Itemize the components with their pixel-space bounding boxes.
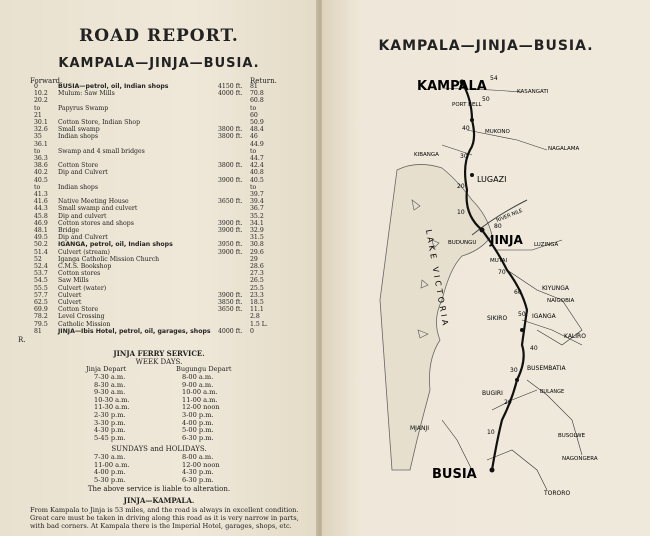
svg-text:40: 40 (530, 345, 538, 352)
label-port-bell: PORT BELL (452, 102, 482, 108)
row-forward-km: 69.9 (34, 306, 48, 314)
forward-column-header: Forward. (30, 77, 63, 85)
row-forward-km: to (34, 147, 41, 155)
row-forward-km: to (34, 183, 41, 191)
row-description: Culvert (water) (58, 284, 107, 292)
svg-text:60: 60 (514, 289, 522, 296)
row-return-km: 11.1 (250, 306, 264, 314)
route-map (322, 0, 650, 536)
bugungu-depart-time: 6-30 p.m. (182, 433, 214, 442)
row-forward-km: 38.6 (34, 162, 48, 170)
jinja-depart-time: 5-30 p.m. (94, 475, 126, 484)
row-return-km: 81 (250, 83, 258, 90)
row-description: BUSIA—petrol, oil, Indian shops (58, 83, 169, 90)
jinja-kampala-title: JINJA—KAMPALA. (123, 496, 195, 505)
row-description: IGANGA, petrol, oil, Indian shops (58, 241, 173, 249)
row-elevation: 3900 ft. (218, 291, 243, 299)
row-elevation: 3800 ft. (218, 162, 243, 170)
row-elevation: 3650 ft. (218, 306, 243, 314)
label-kiyunga: KIYUNGA (542, 285, 570, 292)
row-forward-km: 45.8 (34, 212, 48, 220)
jinja-depart-time: 3-30 p.m. (94, 418, 126, 427)
report-title: ROAD REPORT. (79, 26, 239, 46)
jinja-depart-time: 7-30 a.m. (94, 373, 126, 381)
row-return-km: 27.3 (250, 270, 264, 278)
svg-text:20: 20 (504, 399, 512, 406)
row-return-km: 35.2 (250, 212, 264, 220)
jinja-depart-time: 10-30 a.m. (94, 395, 130, 404)
label-busembatia: BUSEMBATIA (527, 365, 566, 372)
report-row (0, 206, 318, 213)
jinja-depart-time: 2-30 p.m. (94, 411, 126, 419)
row-return-km: 34.1 (250, 219, 264, 227)
label-mjanji: MJANJI (410, 425, 429, 432)
label-lugazi: LUGAZI (477, 175, 507, 184)
road-report-page (0, 0, 318, 536)
row-forward-km: 54.5 (34, 277, 48, 285)
row-elevation: 4150 ft. (218, 83, 243, 90)
label-mutai: MUTAI (490, 258, 508, 264)
row-return-km: to (250, 183, 257, 191)
bugungu-depart-time: 12-00 noon (182, 403, 220, 412)
row-return-km: 44.9 (250, 140, 264, 148)
label-kibanga: KIBANGA (414, 152, 439, 158)
row-description: Swamp and 4 small bridges (58, 147, 145, 155)
row-forward-km: 52 (34, 255, 42, 263)
label-river-nile: RIVER NILE (495, 207, 524, 224)
jinja-depart-time: 11-30 a.m. (94, 403, 130, 412)
bugungu-depart-time: 11-00 a.m. (182, 395, 218, 404)
row-forward-km: 40.2 (34, 169, 48, 177)
report-route: KAMPALA—JINJA—BUSIA. (58, 56, 260, 71)
row-description: Iganga Catholic Mission Church (58, 255, 160, 263)
jinja-depart-time: 9-30 a.m. (94, 388, 126, 397)
row-return-km: 29 (250, 255, 258, 263)
svg-text:80: 80 (494, 223, 502, 230)
row-forward-km: 51.4 (34, 248, 48, 256)
jinja-depart-header: Jinja Depart (86, 365, 127, 373)
row-description: Native Meeting House (58, 198, 129, 206)
row-return-km: to (250, 147, 257, 155)
svg-text:30: 30 (460, 153, 468, 160)
row-forward-km: 41.6 (34, 198, 48, 206)
label-budungu: BUDUNGU (448, 240, 477, 246)
row-return-km: 39.4 (250, 198, 264, 206)
label-nagongera: NAGONGERA (562, 456, 598, 462)
row-return-km: 60.8 (250, 97, 264, 105)
label-jinja: JINJA (490, 233, 523, 247)
row-return-km: 29.6 (250, 248, 264, 256)
row-elevation: 4000 ft. (218, 327, 243, 335)
bugungu-depart-time: 4-00 p.m. (182, 418, 214, 427)
row-return-km: 32.9 (250, 227, 264, 234)
place-markers (460, 80, 525, 473)
label-busia: BUSIA (432, 467, 477, 482)
lake-shoreline (380, 164, 492, 470)
row-elevation: 4000 ft. (218, 90, 243, 98)
row-forward-km: 0 (34, 83, 38, 90)
label-sikiro: SIKIRO (487, 315, 508, 322)
bugungu-depart-time: 4-30 p.m. (182, 468, 214, 477)
row-return-km: 30.8 (250, 241, 264, 249)
label-iganga: IGANGA (532, 313, 556, 320)
row-return-km: 46 (250, 133, 258, 141)
row-return-km: 36.7 (250, 205, 264, 213)
bugungu-depart-time: 3-00 p.m. (182, 411, 214, 419)
bugungu-depart-time: 10-00 a.m. (182, 388, 218, 397)
row-description: Dip and culvert (58, 212, 107, 220)
row-description: Dip and Culvert (58, 169, 108, 177)
row-forward-km: 55.5 (34, 284, 48, 292)
row-description: JINJA—Ibis Hotel, petrol, oil, garages, shops (58, 327, 211, 335)
bugungu-depart-time: 12-00 noon (182, 460, 220, 469)
report-row (0, 98, 318, 105)
svg-text:10: 10 (487, 429, 495, 436)
label-busolwe: BUSOLWE (558, 433, 586, 439)
report-row (0, 178, 318, 185)
row-forward-km: 79.5 (34, 320, 48, 328)
report-row (0, 142, 318, 149)
row-description: Culvert (58, 299, 82, 306)
label-kaliro: KALIRO (564, 333, 586, 340)
alteration-note: The above service is liable to alteration. (87, 485, 231, 493)
row-return-km: 39.7 (250, 191, 264, 198)
row-forward-km: to (34, 104, 41, 112)
row-return-km: 2.8 (250, 313, 260, 321)
label-naigobia: NAIGOBIA (547, 298, 575, 304)
row-forward-km: 10.2 (34, 90, 48, 98)
row-return-km: 42.4 (250, 162, 264, 170)
row-description: Cotton stores (58, 270, 101, 278)
row-return-km: 28.6 (250, 263, 264, 270)
report-row (0, 170, 318, 177)
row-description: Small swamp (58, 126, 100, 134)
row-description: C.M.S. Bookshop (58, 263, 112, 270)
jinja-depart-time: 4-00 p.m. (94, 468, 126, 477)
row-description: Cotton Store (58, 306, 99, 314)
label-tororo: TORORO (544, 490, 571, 497)
row-return-km: to (250, 104, 257, 112)
row-return-km: 70.8 (250, 90, 264, 98)
row-description: Level Crossing (58, 313, 105, 321)
row-return-km: 1.5 L. (250, 320, 268, 328)
side-mark-r: R. (18, 336, 26, 344)
return-column-header: Return. (250, 77, 277, 85)
row-description: Indian shops (58, 133, 99, 141)
svg-text:30: 30 (510, 367, 518, 374)
bugungu-depart-time: 8-00 a.m. (182, 453, 214, 461)
row-return-km: 60 (250, 111, 258, 119)
svg-text:10: 10 (457, 209, 465, 216)
row-forward-km: 53.7 (34, 270, 48, 278)
sundays-label: SUNDAYS and HOLIDAYS. (111, 445, 207, 453)
row-elevation: 3850 ft. (218, 299, 243, 306)
row-return-km: 48.4 (250, 126, 264, 134)
row-return-km: 40.8 (250, 169, 264, 177)
row-forward-km: 20.2 (34, 97, 48, 105)
map-title: KAMPALA—JINJA—BUSIA. (378, 38, 594, 54)
row-return-km: 40.5 (250, 176, 264, 184)
svg-text:20: 20 (457, 183, 465, 190)
row-elevation: 3900 ft. (218, 227, 243, 234)
row-description: Saw Mills (58, 277, 89, 285)
ferry-title: JINJA FERRY SERVICE. (113, 349, 205, 358)
jinja-depart-time: 8-30 a.m. (94, 380, 126, 389)
row-forward-km: 36.1 (34, 140, 48, 148)
label-bugiri: BUGIRI (482, 390, 503, 397)
row-return-km: 44.7 (250, 155, 264, 162)
jinja-depart-time: 4-30 p.m. (94, 426, 126, 435)
row-description: Culvert (58, 291, 82, 299)
report-row (0, 250, 318, 257)
report-row (0, 127, 318, 134)
label-nagalama: NAGALAMA (548, 146, 580, 152)
jinja-kampala-text: From Kampala to Jinja is 53 miles, and the road is always in excellent condition. Great care must be taken in driving along this road as it is very narrow in parts, with bad corners. At Kampala there is the Imperial Hotel, garages, shops, etc. (30, 506, 299, 530)
bugungu-depart-time: 9-00 a.m. (182, 380, 214, 389)
row-forward-km: 52.4 (34, 263, 48, 270)
report-row (0, 329, 318, 336)
label-lake-victoria: LAKE VICTORIA (424, 228, 451, 329)
row-forward-km: 35 (34, 133, 42, 141)
bugungu-depart-time: 5-00 p.m. (182, 426, 214, 435)
row-forward-km: 50.2 (34, 241, 48, 249)
row-description: Cotton stores and shops (58, 219, 134, 227)
row-forward-km: 46.9 (34, 219, 48, 227)
row-forward-km: 78.2 (34, 313, 48, 321)
svg-text:70: 70 (498, 269, 506, 276)
row-forward-km: 21 (34, 111, 42, 119)
svg-text:54: 54 (490, 75, 498, 82)
row-description: Papyrus Swamp (58, 104, 109, 112)
jinja-depart-time: 11-00 a.m. (94, 460, 130, 469)
row-forward-km: 44.3 (34, 205, 48, 213)
row-description: Small swamp and culvert (58, 205, 138, 213)
row-elevation: 3900 ft. (218, 219, 243, 227)
bugungu-depart-time: 8-00 a.m. (182, 373, 214, 381)
row-return-km: 26.5 (250, 277, 264, 285)
row-description: Catholic Mission (58, 320, 111, 328)
row-forward-km: 49.5 (34, 234, 48, 242)
row-return-km: 18.5 (250, 299, 264, 306)
row-elevation: 3950 ft. (218, 241, 243, 249)
label-bulange: BULANGE (540, 389, 565, 395)
row-elevation: 3800 ft. (218, 126, 243, 134)
report-row (0, 134, 318, 141)
row-forward-km: 48.1 (34, 227, 48, 234)
row-elevation: 3900 ft. (218, 248, 243, 256)
label-luzinga: LUZINGA (534, 242, 559, 248)
row-forward-km: 32.6 (34, 126, 48, 134)
route-map-page (322, 0, 650, 536)
row-return-km: 25.5 (250, 284, 264, 292)
row-elevation: 3900 ft. (218, 176, 243, 184)
week-days-label: WEEK DAYS. (135, 358, 183, 366)
row-forward-km: 36.3 (34, 155, 48, 162)
row-return-km: 50.9 (250, 119, 264, 126)
row-forward-km: 30.1 (34, 119, 48, 126)
svg-text:50: 50 (482, 96, 490, 103)
row-description: Cotton Store, Indian Shop (58, 119, 141, 126)
label-kasangati: KASANGATI (517, 89, 549, 95)
row-forward-km: 62.5 (34, 299, 48, 306)
row-forward-km: 41.3 (34, 191, 48, 198)
row-description: Indian shops (58, 183, 99, 191)
row-forward-km: 57.7 (34, 291, 48, 299)
report-row (0, 106, 318, 113)
row-description: Culvert (stream) (58, 248, 110, 256)
report-row (0, 242, 318, 249)
report-row (0, 314, 318, 321)
row-forward-km: 81 (34, 327, 42, 335)
row-return-km: 0 (250, 327, 254, 335)
row-elevation: 3650 ft. (218, 198, 243, 206)
label-mukono: MUKONO (485, 129, 510, 135)
bugungu-depart-time: 6-30 p.m. (182, 475, 214, 484)
label-kampala: KAMPALA (417, 79, 487, 94)
row-return-km: 23.3 (250, 291, 264, 299)
row-return-km: 31.5 (250, 234, 264, 242)
svg-text:50: 50 (518, 311, 526, 318)
bugungu-depart-header: Bugungu Depart (176, 365, 232, 373)
row-elevation: 3800 ft. (218, 133, 243, 141)
row-description: Cotton Store (58, 162, 99, 170)
row-description: Mulum: Saw Mills (58, 90, 115, 98)
row-description: Dip and Culvert (58, 234, 108, 242)
report-row (0, 278, 318, 285)
row-description: Bridge (58, 227, 80, 234)
jinja-depart-time: 7-30 a.m. (94, 453, 126, 461)
svg-text:40: 40 (462, 125, 470, 132)
row-forward-km: 40.5 (34, 176, 48, 184)
jinja-depart-time: 5-45 p.m. (94, 433, 126, 442)
